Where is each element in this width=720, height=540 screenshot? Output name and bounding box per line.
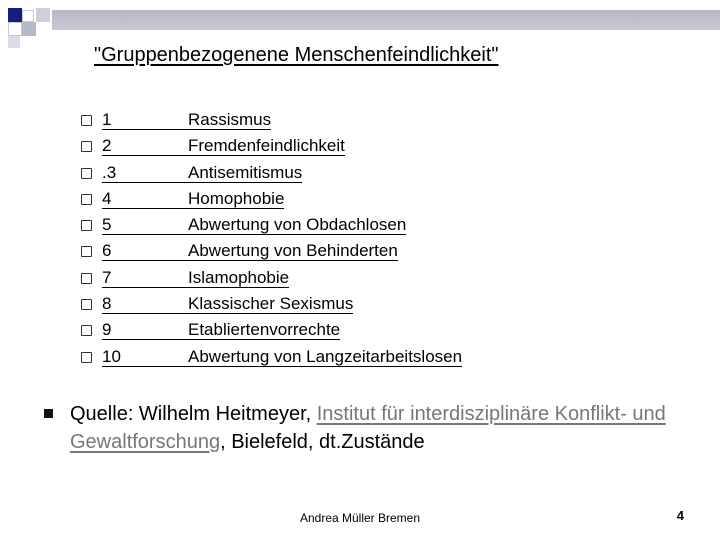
item-number: 9 [102,318,188,340]
slide-title: "Gruppenbezogenene Menschenfeindlichkeit" [94,44,499,66]
list-item [78,134,558,160]
page-number: 4 [676,508,684,523]
corner-square-light [8,36,20,48]
checkbox-bullet-icon [81,299,92,310]
item-number: 10 [102,345,188,367]
list-item [78,108,558,134]
source-suffix: , Bielefeld, dt.Zustände [220,431,425,453]
source-prefix: Quelle: Wilhelm Heitmeyer, [70,403,317,425]
list-item [78,345,558,371]
item-number: 2 [102,134,188,156]
institute-link[interactable]: Institut für interdisziplinäre Konflikt- und Gewaltforschung [70,403,666,453]
checkbox-bullet-icon [81,246,92,257]
item-term: Homophobie [188,188,285,208]
item-term: Etabliertenvorrechte [188,320,341,340]
checkbox-bullet-icon [81,115,92,126]
list-item [78,187,558,213]
item-number: 1 [102,108,188,130]
item-number: 5 [102,213,188,235]
checkbox-bullet-icon [81,168,92,179]
item-term: Islamophobie [188,267,290,287]
source-citation [70,400,690,456]
list-item [78,161,558,187]
item-term: Abwertung von Behinderten [188,241,398,261]
list-item [78,292,558,318]
term-list [78,108,558,371]
checkbox-bullet-icon [81,352,92,363]
list-item [78,213,558,239]
corner-square-light [36,8,50,22]
corner-square-outline [8,22,22,36]
footer-author: Andrea Müller Bremen [299,511,421,525]
source-bullet-icon [44,409,53,418]
item-number: .3 [102,161,188,183]
checkbox-bullet-icon [81,141,92,152]
item-number: 8 [102,292,188,314]
item-term: Abwertung von Obdachlosen [188,215,407,235]
item-number: 6 [102,239,188,261]
item-number: 7 [102,266,188,288]
header-bar [52,10,720,30]
item-term: Rassismus [188,110,272,129]
list-item [78,266,558,292]
checkbox-bullet-icon [81,325,92,336]
list-item [78,318,558,344]
item-term: Fremdenfeindlichkeit [188,136,345,156]
item-term: Antisemitismus [188,162,303,182]
checkbox-bullet-icon [81,194,92,205]
corner-square-grey [22,22,36,36]
checkbox-bullet-icon [81,220,92,231]
item-term: Klassischer Sexismus [188,294,354,314]
list-item [78,239,558,265]
item-number: 4 [102,187,188,209]
checkbox-bullet-icon [81,273,92,284]
item-term: Abwertung von Langzeitarbeitslosen [188,346,463,366]
corner-square-outline [22,10,34,22]
corner-square-dark [8,8,22,22]
